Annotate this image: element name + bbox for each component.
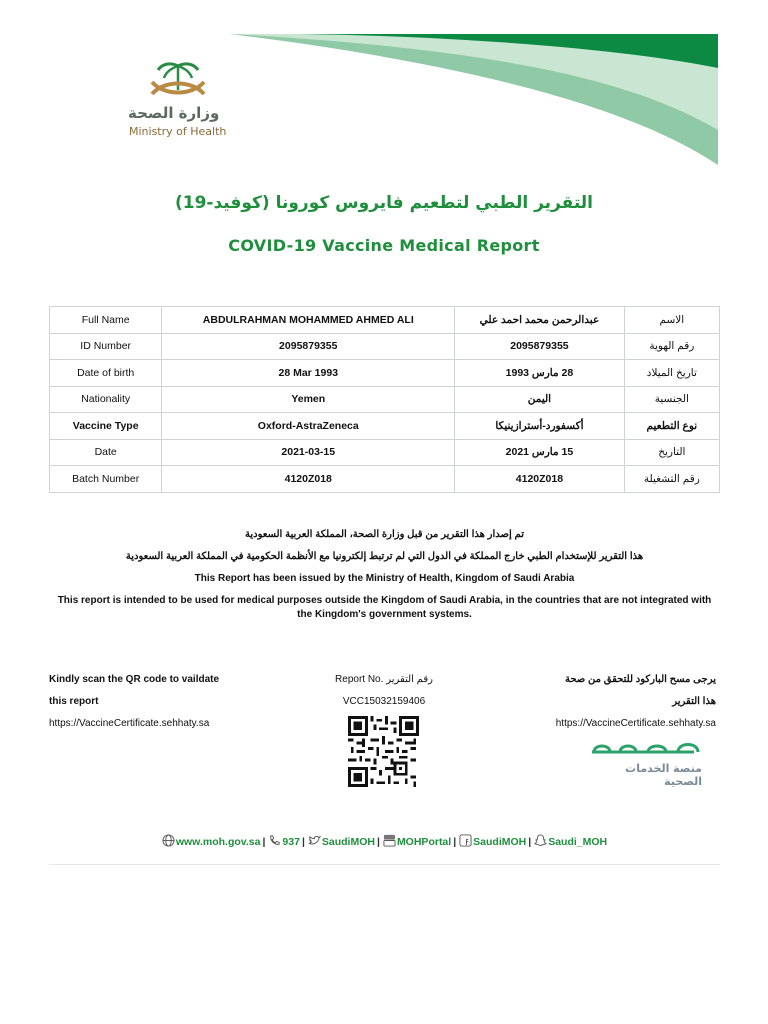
table-row — [50, 466, 720, 493]
table-row — [50, 360, 720, 387]
snapchat-icon — [534, 834, 547, 847]
table-row — [50, 439, 720, 466]
verify-text-line: Kindly scan the QR code to vaildate — [49, 674, 220, 685]
row-label-en: Date of birth — [50, 360, 162, 387]
row-label-ar: رقم التشغيلة — [624, 466, 719, 493]
vaccine-report-table — [49, 306, 720, 493]
row-value-en: 2021-03-15 — [162, 439, 455, 466]
row-label-ar: الاسم — [624, 307, 719, 334]
table-row — [50, 307, 720, 334]
row-value-ar: 4120Z018 — [455, 466, 625, 493]
report-number-label: Report No. رقم التقرير — [335, 674, 433, 685]
verify-text-line: يرجى مسح الباركود للتحقق من صحة — [564, 674, 716, 685]
table-row — [50, 386, 720, 413]
row-label-en: Date — [50, 439, 162, 466]
facebook-icon — [459, 834, 472, 847]
table-row — [50, 333, 720, 360]
twitter-icon — [308, 834, 321, 847]
row-label-en: Full Name — [50, 307, 162, 334]
row-label-ar: التاريخ — [624, 439, 719, 466]
note-intended-english: This report is intended to be used for medical purposes outside the Kingdom of Saudi Arabia, in the countries that are not integrated with the Kingdom's government systems. — [57, 595, 712, 620]
phone-icon — [268, 834, 281, 847]
row-label-en: Nationality — [50, 386, 162, 413]
website-link[interactable]: www.moh.gov.sa — [175, 836, 261, 848]
verify-url-link[interactable]: https://VaccineCertificate.sehhaty.sa — [49, 718, 210, 729]
qr-code-icon[interactable] — [348, 716, 419, 787]
row-value-ar: 15 مارس 2021 — [455, 439, 625, 466]
report-title-arabic: التقرير الطبي لتطعيم فايروس كورونا (كوفيد-19) — [174, 193, 594, 213]
row-value-en: 2095879355 — [162, 333, 455, 360]
report-notes — [49, 528, 720, 622]
row-label-ar: تاريخ الميلاد — [624, 360, 719, 387]
row-value-en: 28 Mar 1993 — [162, 360, 455, 387]
logo-english-text: Ministry of Health — [129, 125, 227, 138]
row-value-en: Oxford-AstraZeneca — [162, 413, 455, 440]
note-issued-arabic: تم إصدار هذا التقرير من قبل وزارة الصحة، المملكة العربية السعودية — [245, 529, 524, 540]
twitter-handle[interactable]: SaudiMOH — [321, 836, 375, 848]
snapchat-handle[interactable]: Saudi_MOH — [548, 836, 608, 848]
phone-number[interactable]: 937 — [282, 836, 300, 848]
note-intended-arabic: هذا التقرير للإستخدام الطبي خارج المملكة في الدول التي لم ترتبط إلكترونيا مع الأنظمة الحكومية في المملكة العربية السعودية — [125, 551, 644, 562]
youtube-icon — [383, 834, 396, 847]
row-value-ar: أكسفورد-أسترازينيكا — [455, 413, 625, 440]
row-label-en: ID Number — [50, 333, 162, 360]
youtube-channel[interactable]: MOHPortal — [396, 836, 452, 848]
row-value-ar: اليمن — [455, 386, 625, 413]
note-issued-english: This Report has been issued by the Ministry of Health, Kingdom of Saudi Arabia — [194, 573, 575, 584]
verify-url-link[interactable]: https://VaccineCertificate.sehhaty.sa — [555, 718, 716, 729]
report-title-english: COVID-19 Vaccine Medical Report — [228, 236, 540, 255]
sehhaty-subtitle: منصة الخدمات الصحية — [625, 762, 702, 788]
row-value-ar: 28 مارس 1993 — [455, 360, 625, 387]
report-number-value: VCC15032159406 — [342, 696, 426, 707]
row-label-en: Vaccine Type — [50, 413, 162, 440]
row-value-en: ABDULRAHMAN MOHAMMED AHMED ALI — [162, 307, 455, 334]
row-label-en: Batch Number — [50, 466, 162, 493]
verify-text-line: this report — [49, 696, 99, 707]
verify-instructions-english — [49, 674, 219, 740]
row-label-ar: نوع التطعيم — [624, 413, 719, 440]
header-swoosh-graphic — [0, 0, 768, 200]
verify-instructions-arabic — [556, 674, 716, 740]
row-value-en: Yemen — [162, 386, 455, 413]
row-value-ar: 2095879355 — [455, 333, 625, 360]
logo-arabic-text: وزارة الصحة — [128, 104, 220, 122]
footer-divider — [49, 864, 720, 865]
table-row — [50, 413, 720, 440]
row-value-ar: عبدالرحمن محمد احمد علي — [455, 307, 625, 334]
row-label-ar: الجنسية — [624, 386, 719, 413]
globe-icon — [162, 834, 175, 847]
report-number-block — [314, 674, 454, 718]
footer-contact-bar: www.moh.gov.sa | 937 | SaudiMOH | MOHPortal | SaudiMOH | Saudi_MOH — [0, 834, 768, 848]
row-label-ar: رقم الهوية — [624, 333, 719, 360]
facebook-page[interactable]: SaudiMOH — [473, 836, 527, 848]
row-value-en: 4120Z018 — [162, 466, 455, 493]
verify-text-line: هذا التقرير — [672, 696, 716, 707]
